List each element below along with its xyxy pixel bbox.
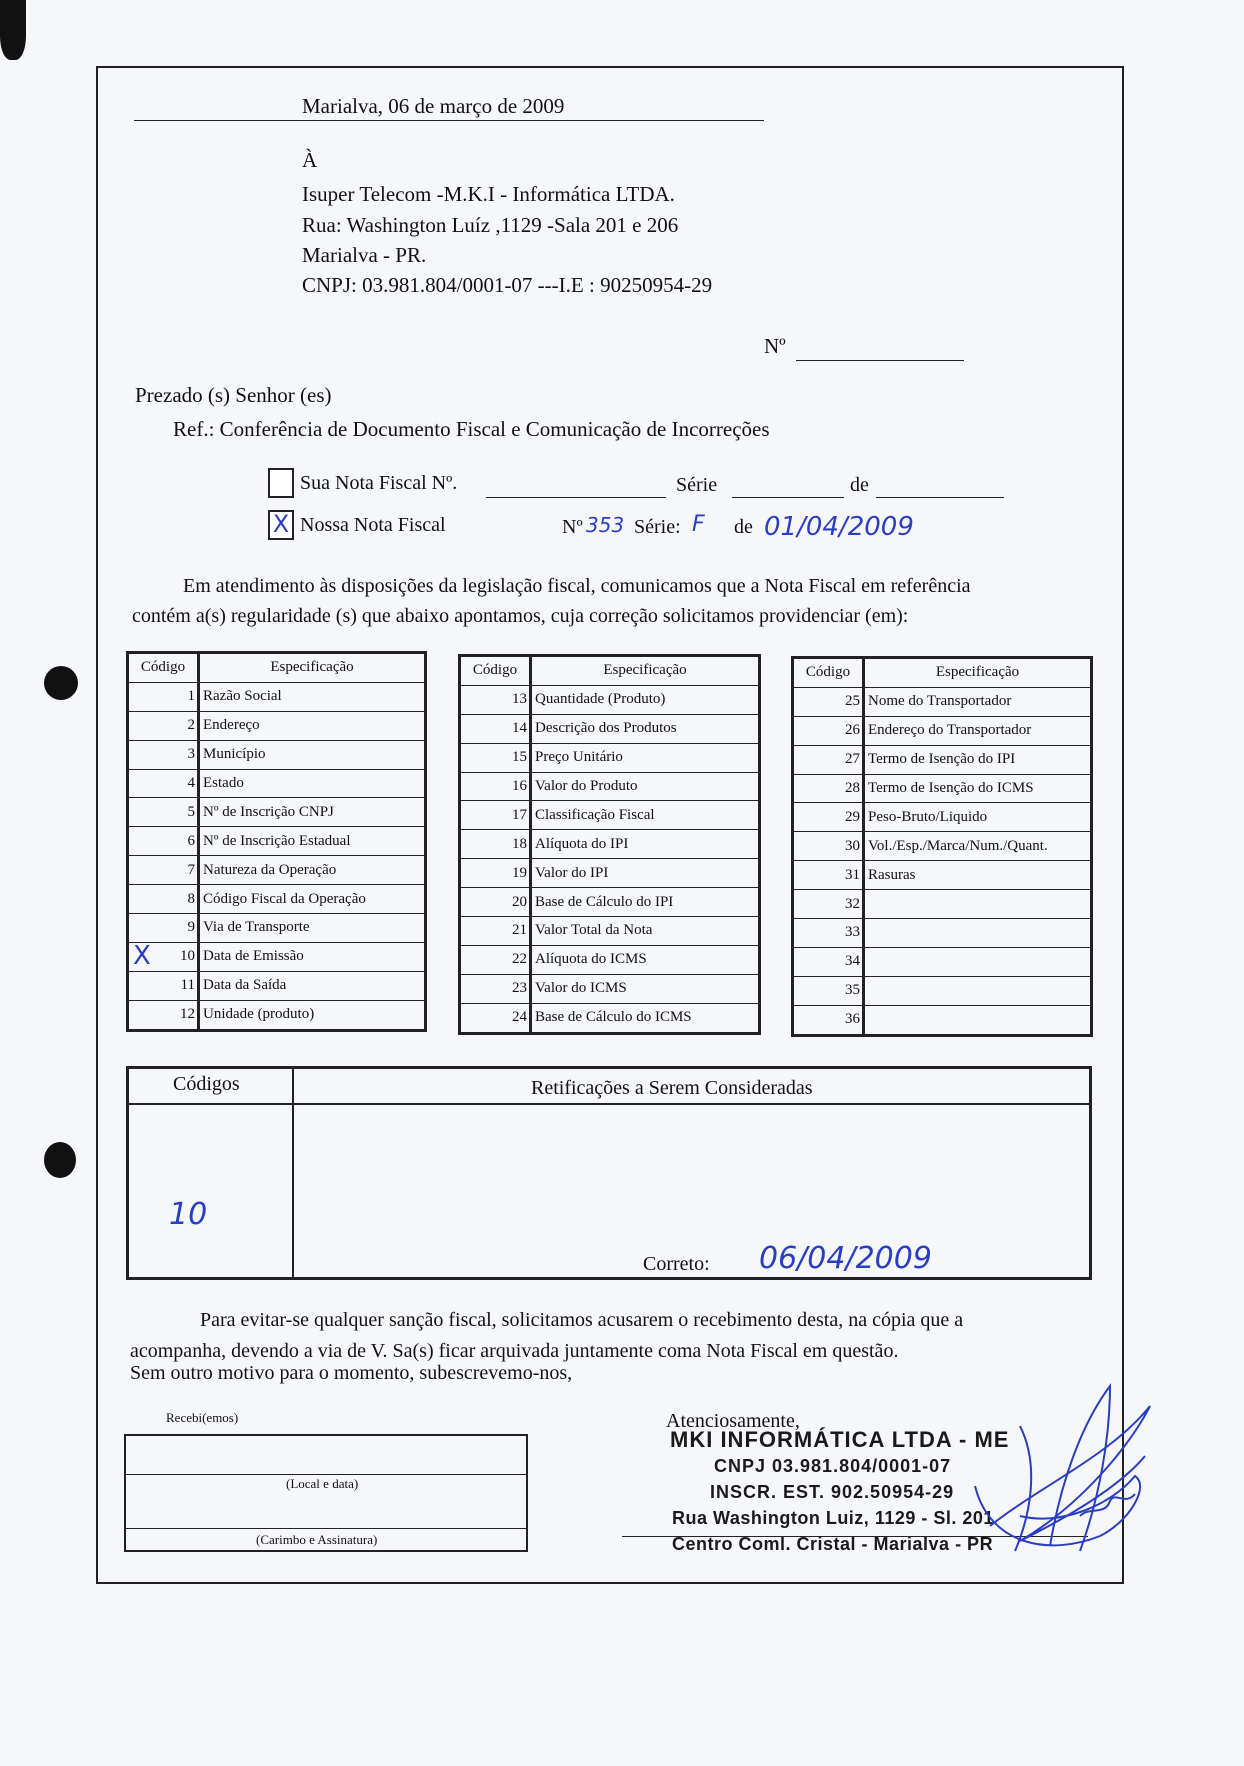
code-cell[interactable] <box>460 945 531 974</box>
table-row <box>128 798 426 827</box>
table-row <box>128 769 426 798</box>
code-number: 24 <box>512 1009 527 1026</box>
stamp-line-1: MKI INFORMÁTICA LTDA - ME <box>670 1427 1010 1452</box>
spec-cell: Valor do Produto <box>531 772 760 801</box>
table-row <box>460 743 760 772</box>
intro-line-1: Em atendimento às disposições da legislação fiscal, comunicamos que a Nota Fiscal em referência <box>183 575 971 597</box>
intro-line-2: contém a(s) regularidade (s) que abaixo apontamos, cuja correção solicitamos providenciar (em): <box>132 605 909 627</box>
document-number-label: Nº <box>764 334 786 358</box>
table-row <box>460 830 760 859</box>
code-number: 23 <box>512 980 527 997</box>
table-row <box>128 856 426 885</box>
nossa-nota-numero-label: Nº <box>562 516 583 538</box>
table-row <box>793 976 1092 1005</box>
sua-nota-label: Sua Nota Fiscal Nº. <box>300 472 458 494</box>
sua-nota-serie-line <box>732 497 844 498</box>
spec-cell: Nº de Inscrição Estadual <box>199 827 426 856</box>
code-cell[interactable] <box>460 888 531 917</box>
code-cell[interactable] <box>793 803 864 832</box>
code-column-header: Código <box>128 653 199 683</box>
code-number: 31 <box>845 866 860 883</box>
stamp-line-4: Rua Washington Luiz, 1129 - Sl. 201 <box>672 1508 994 1528</box>
code-number: 27 <box>845 751 860 768</box>
code-cell[interactable] <box>128 798 199 827</box>
table-row <box>460 685 760 714</box>
spec-column-header: Especificação <box>531 656 760 686</box>
code-cell[interactable] <box>793 947 864 976</box>
date-underline <box>134 120 764 121</box>
table-row <box>460 714 760 743</box>
code-cell[interactable] <box>128 885 199 914</box>
code-cell[interactable] <box>460 859 531 888</box>
spec-cell: Razão Social <box>199 682 426 711</box>
closing-line-3: Sem outro motivo para o momento, subescrevemo-nos, <box>130 1362 573 1384</box>
code-number: 19 <box>512 864 527 881</box>
receipt-title: Recebi(emos) <box>166 1410 239 1425</box>
spec-cell: Endereço do Transportador <box>864 716 1092 745</box>
spec-cell: Termo de Isenção do IPI <box>864 745 1092 774</box>
spec-cell <box>864 976 1092 1005</box>
table-row <box>460 888 760 917</box>
nossa-nota-date: 01/04/2009 <box>764 512 914 542</box>
table-row <box>793 861 1092 890</box>
table-row <box>128 740 426 769</box>
code-number: 5 <box>187 803 195 820</box>
table-row <box>460 859 760 888</box>
spec-cell: Unidade (produto) <box>199 1000 426 1030</box>
regards: Atenciosamente, <box>666 1410 800 1432</box>
table-row <box>793 947 1092 976</box>
nossa-nota-checkbox[interactable] <box>268 510 294 540</box>
table-row <box>460 945 760 974</box>
table-row <box>793 687 1092 716</box>
table-row <box>460 917 760 946</box>
code-number: 9 <box>187 919 195 936</box>
spec-cell: Data da Saída <box>199 971 426 1000</box>
greeting: Prezado (s) Senhor (es) <box>135 383 332 407</box>
code-number: 15 <box>512 749 527 766</box>
sua-nota-de-label: de <box>850 474 869 496</box>
table-row <box>128 914 426 943</box>
spec-cell: Alíquota do ICMS <box>531 945 760 974</box>
check-mark: X <box>133 940 151 971</box>
rectifications-codes-column <box>129 1069 294 1277</box>
table-row <box>793 890 1092 919</box>
recipient-to: À <box>302 148 318 172</box>
code-number: 14 <box>512 720 527 737</box>
receipt-box <box>124 1434 528 1552</box>
table-row <box>793 832 1092 861</box>
table-row <box>128 971 426 1000</box>
table-row <box>793 774 1092 803</box>
code-cell[interactable] <box>128 1000 199 1030</box>
recipient-address: Rua: Washington Luíz ,1129 -Sala 201 e 206 <box>302 213 679 237</box>
code-number: 18 <box>512 835 527 852</box>
code-cell[interactable] <box>793 976 864 1005</box>
nossa-nota-de-label: de <box>734 516 753 538</box>
code-number: 25 <box>845 693 860 710</box>
code-cell[interactable] <box>793 832 864 861</box>
code-number: 36 <box>845 1011 860 1028</box>
code-cell[interactable] <box>128 856 199 885</box>
code-cell[interactable] <box>460 801 531 830</box>
spec-cell <box>864 947 1092 976</box>
code-number: 10 <box>180 948 195 965</box>
nossa-nota-serie-label: Série: <box>634 516 681 538</box>
spec-cell: Termo de Isenção do ICMS <box>864 774 1092 803</box>
receipt-local-label: (Local e data) <box>286 1476 359 1491</box>
document-number-line <box>796 360 964 361</box>
code-cell[interactable] <box>128 971 199 1000</box>
rectifications-codes-header: Códigos <box>173 1073 240 1095</box>
spec-cell: Código Fiscal da Operação <box>199 885 426 914</box>
nossa-nota-serie: F <box>692 512 705 537</box>
spec-cell: Rasuras <box>864 861 1092 890</box>
table-row <box>793 745 1092 774</box>
code-cell[interactable] <box>793 687 864 716</box>
spec-cell: Vol./Esp./Marca/Num./Quant. <box>864 832 1092 861</box>
sua-nota-date-line <box>876 497 1004 498</box>
code-number: 8 <box>187 890 195 907</box>
spec-cell: Valor do IPI <box>531 859 760 888</box>
code-cell[interactable] <box>460 685 531 714</box>
table-row <box>128 885 426 914</box>
code-cell[interactable] <box>793 919 864 948</box>
spec-cell: Peso-Bruto/Liquido <box>864 803 1092 832</box>
code-cell[interactable] <box>793 716 864 745</box>
correct-label: Correto: <box>643 1253 710 1275</box>
code-cell[interactable] <box>128 711 199 740</box>
table-row <box>793 716 1092 745</box>
spec-cell <box>864 919 1092 948</box>
table-row <box>793 803 1092 832</box>
sua-nota-serie-label: Série <box>676 474 718 496</box>
code-number: 3 <box>187 746 195 763</box>
sua-nota-number-line <box>486 497 666 498</box>
code-cell[interactable] <box>793 745 864 774</box>
receipt-rule-1 <box>126 1474 526 1475</box>
code-number: 35 <box>845 982 860 999</box>
nossa-nota-numero: 353 <box>586 513 625 537</box>
code-number: 26 <box>845 722 860 739</box>
code-cell[interactable] <box>793 861 864 890</box>
reference-line: Ref.: Conferência de Documento Fiscal e Comunicação de Incorreções <box>173 417 770 441</box>
table-row <box>460 772 760 801</box>
stamp-line-5: Centro Coml. Cristal - Marialva - PR <box>672 1534 994 1554</box>
spec-cell: Descrição dos Produtos <box>531 714 760 743</box>
table-row <box>460 801 760 830</box>
recipient-company: Isuper Telecom -M.K.I - Informática LTDA. <box>302 182 675 206</box>
code-cell[interactable] <box>460 1003 531 1033</box>
code-cell[interactable] <box>460 743 531 772</box>
spec-cell: Nome do Transportador <box>864 687 1092 716</box>
code-table-1 <box>126 651 427 1032</box>
table-row <box>460 974 760 1003</box>
code-cell[interactable] <box>460 772 531 801</box>
spec-cell <box>864 1005 1092 1035</box>
code-cell[interactable] <box>460 917 531 946</box>
table-row <box>128 682 426 711</box>
code-number: 13 <box>512 691 527 708</box>
recipient-city: Marialva - PR. <box>302 243 427 267</box>
spec-cell: Data de Emissão <box>199 942 426 971</box>
table-row <box>793 1005 1092 1035</box>
closing-line-1: Para evitar-se qualquer sanção fiscal, solicitamos acusarem o recebimento desta, na cópia que a <box>200 1309 964 1331</box>
punch-hole-bottom <box>44 1142 76 1178</box>
sua-nota-checkbox[interactable] <box>268 468 294 498</box>
spec-cell: Classificação Fiscal <box>531 801 760 830</box>
spec-cell: Quantidade (Produto) <box>531 685 760 714</box>
stamp-line-3: INSCR. EST. 902.50954-29 <box>710 1482 955 1502</box>
place-date: Marialva, 06 de março de 2009 <box>302 94 565 118</box>
spec-column-header: Especificação <box>199 653 426 683</box>
code-table-header-row <box>128 653 426 683</box>
rectifications-box <box>126 1066 1092 1280</box>
rectifications-header-rule <box>129 1103 1089 1105</box>
code-number: 16 <box>512 778 527 794</box>
code-cell[interactable] <box>128 740 199 769</box>
code-cell[interactable] <box>460 830 531 859</box>
nossa-nota-check-mark: X <box>272 510 290 538</box>
code-number: 34 <box>845 953 860 970</box>
code-number: 17 <box>512 806 527 823</box>
spec-cell: Endereço <box>199 711 426 740</box>
rectifications-code-value: 10 <box>169 1197 208 1232</box>
spec-cell: Natureza da Operação <box>199 856 426 885</box>
spec-cell: Base de Cálculo do ICMS <box>531 1003 760 1033</box>
punch-hole-top <box>44 666 78 700</box>
code-number: 20 <box>512 893 527 910</box>
spec-cell: Via de Transporte <box>199 914 426 943</box>
closing-line-2: acompanha, devendo a via de V. Sa(s) ficar arquivada juntamente coma Nota Fiscal em questão. <box>130 1340 899 1362</box>
table-row <box>128 1000 426 1030</box>
stamp-line-2: CNPJ 03.981.804/0001-07 <box>714 1456 952 1476</box>
code-cell[interactable] <box>128 769 199 798</box>
code-table-3 <box>791 656 1093 1037</box>
code-number: 4 <box>187 775 195 791</box>
code-column-header: Código <box>793 658 864 688</box>
code-cell[interactable] <box>128 827 199 856</box>
spec-column-header: Especificação <box>864 658 1092 688</box>
code-column-header: Código <box>460 656 531 686</box>
spec-cell: Município <box>199 740 426 769</box>
handwritten-signature <box>960 1366 1160 1566</box>
spec-cell <box>864 890 1092 919</box>
code-number: 28 <box>845 780 860 796</box>
table-row <box>128 942 426 971</box>
code-cell[interactable] <box>128 942 199 971</box>
spec-cell: Preço Unitário <box>531 743 760 772</box>
code-table-header-row <box>793 658 1092 688</box>
code-cell[interactable] <box>793 774 864 803</box>
code-number: 2 <box>187 717 195 734</box>
code-number: 21 <box>512 922 527 939</box>
rectifications-header: Retificações a Serem Consideradas <box>531 1077 813 1099</box>
code-cell[interactable] <box>128 682 199 711</box>
table-row <box>793 919 1092 948</box>
spec-cell: Nº de Inscrição CNPJ <box>199 798 426 827</box>
code-number: 30 <box>845 837 860 854</box>
receipt-rule-2 <box>126 1528 526 1529</box>
code-number: 12 <box>180 1006 195 1023</box>
scan-mark <box>0 0 26 60</box>
code-number: 32 <box>845 895 860 912</box>
recipient-cnpj: CNPJ: 03.981.804/0001-07 ---I.E : 90250954-29 <box>302 273 713 297</box>
code-number: 33 <box>845 924 860 941</box>
code-cell[interactable] <box>793 1005 864 1035</box>
spec-cell: Valor Total da Nota <box>531 917 760 946</box>
table-row <box>128 827 426 856</box>
spec-cell: Estado <box>199 769 426 798</box>
code-cell[interactable] <box>460 714 531 743</box>
code-table-2 <box>458 654 761 1035</box>
code-number: 22 <box>512 951 527 968</box>
code-cell[interactable] <box>793 890 864 919</box>
receipt-stamp-label: (Carimbo e Assinatura) <box>256 1532 378 1547</box>
spec-cell: Alíquota do IPI <box>531 830 760 859</box>
code-cell[interactable] <box>128 914 199 943</box>
nossa-nota-label: Nossa Nota Fiscal <box>300 514 446 536</box>
code-number: 7 <box>187 861 195 878</box>
spec-cell: Valor do ICMS <box>531 974 760 1003</box>
code-number: 29 <box>845 808 860 825</box>
code-table-header-row <box>460 656 760 686</box>
table-row <box>460 1003 760 1033</box>
correct-value: 06/04/2009 <box>759 1241 932 1276</box>
code-number: 11 <box>180 977 195 994</box>
code-cell[interactable] <box>460 974 531 1003</box>
table-row <box>128 711 426 740</box>
spec-cell: Base de Cálculo do IPI <box>531 888 760 917</box>
code-number: 1 <box>187 688 195 705</box>
code-number: 6 <box>187 832 195 849</box>
